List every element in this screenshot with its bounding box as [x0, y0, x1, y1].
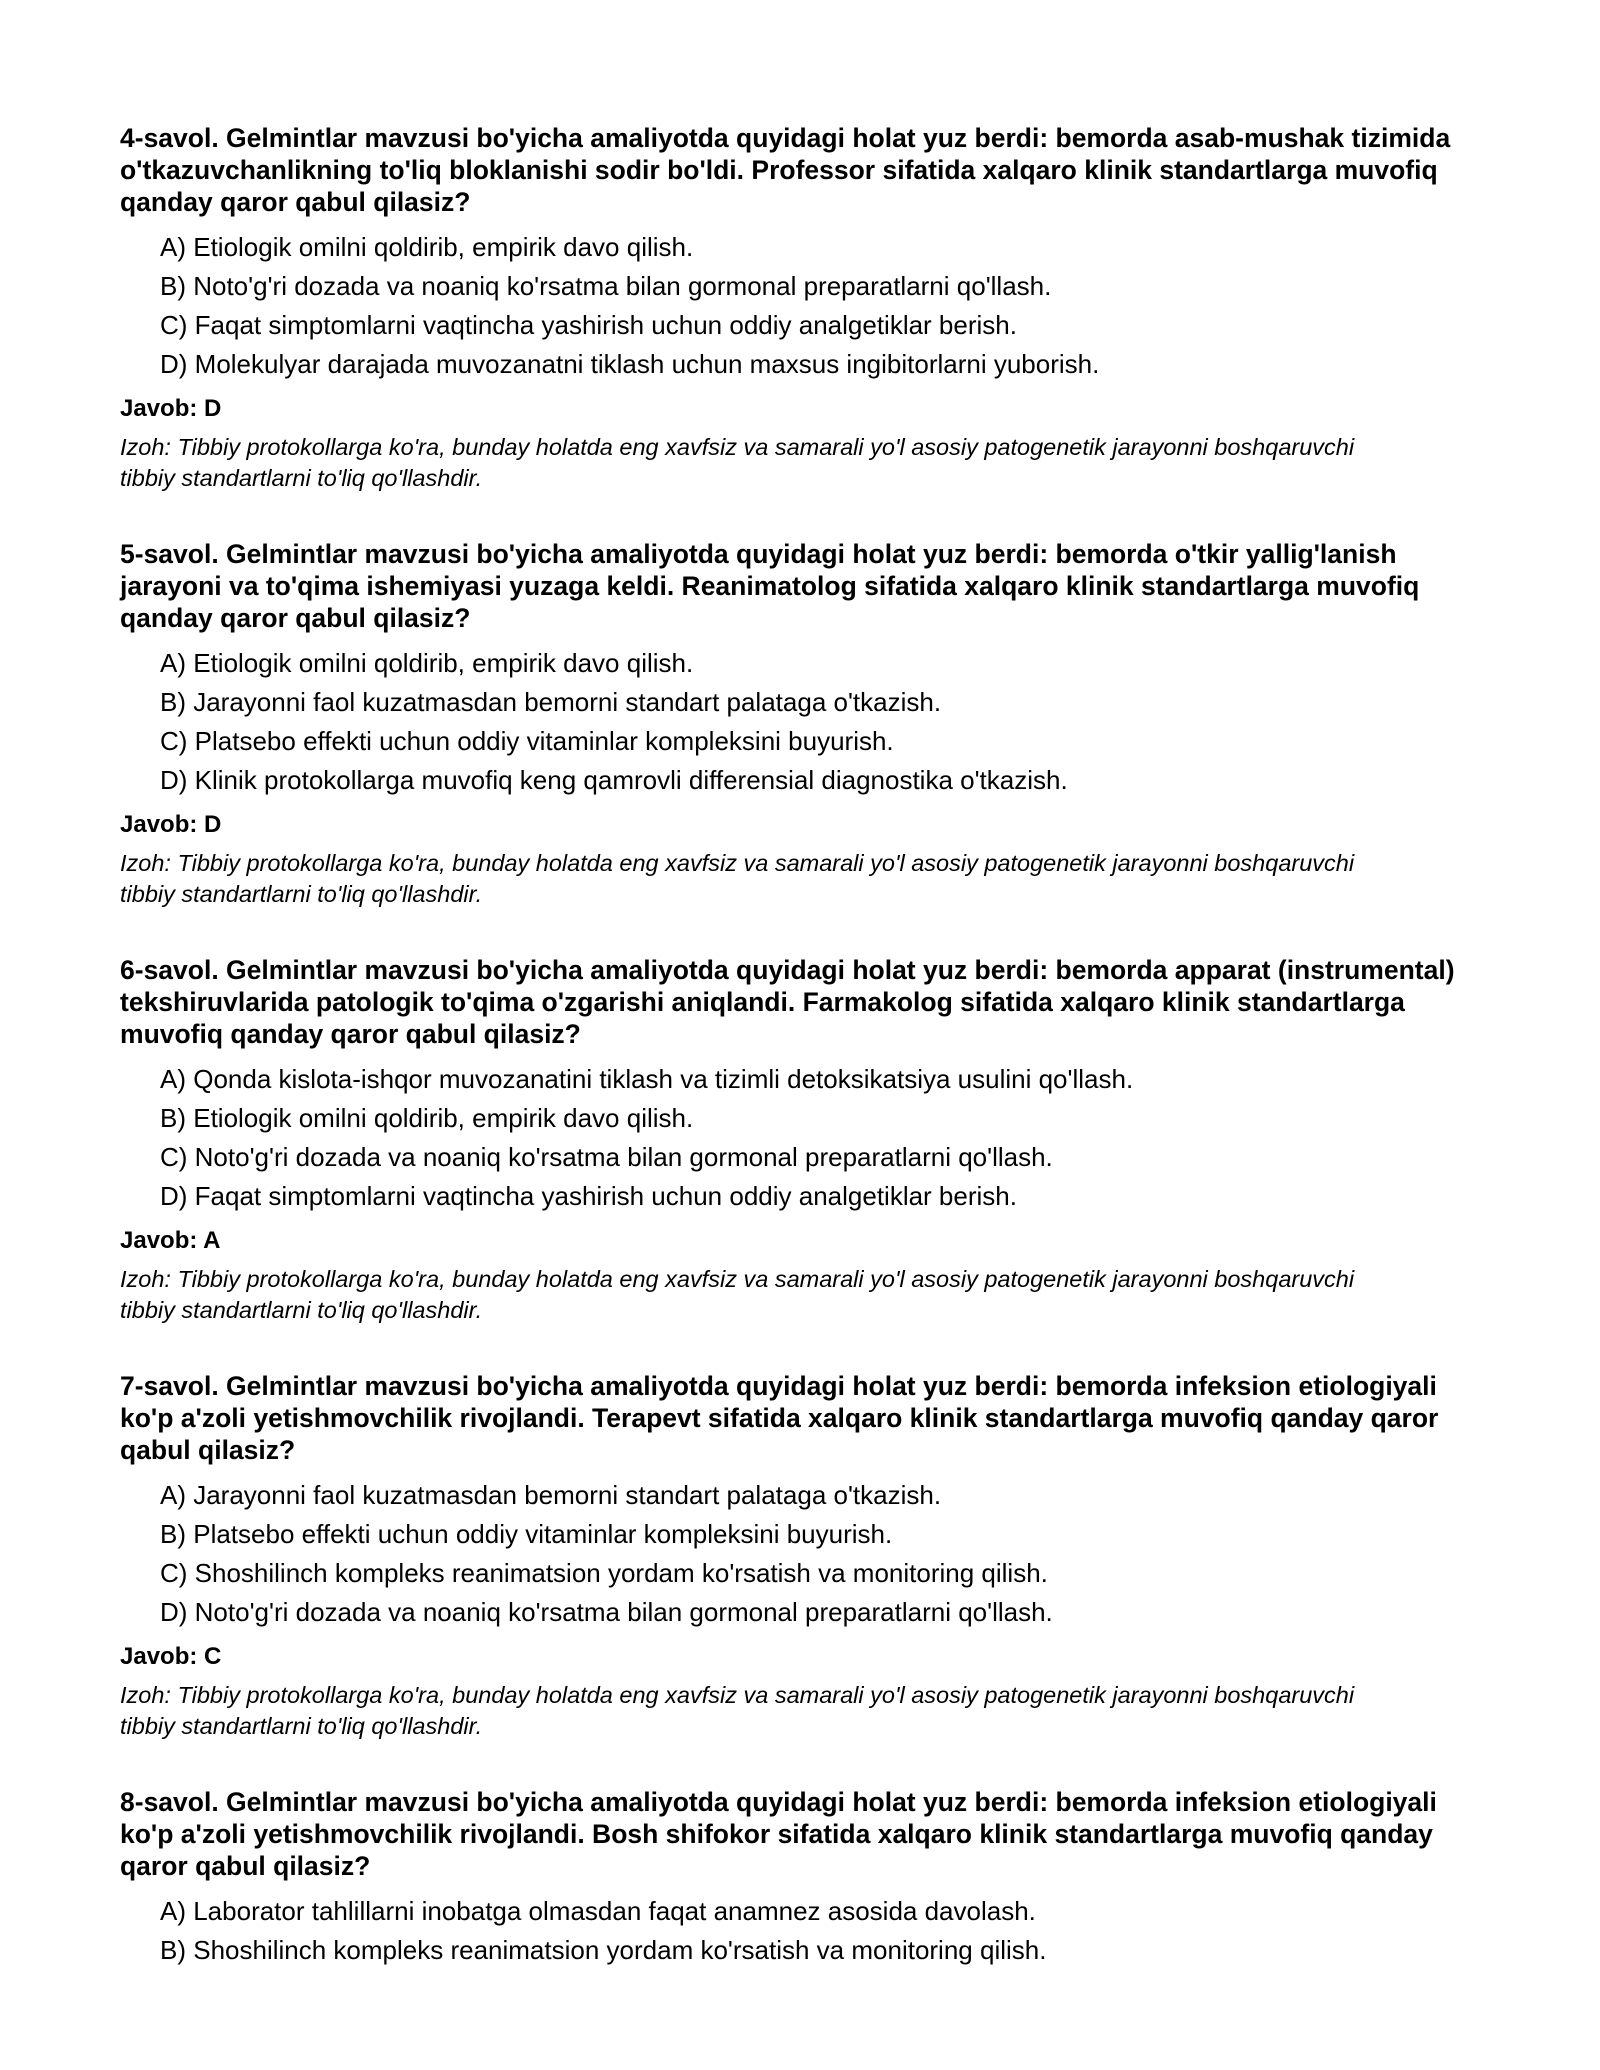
correct-answer: Javob: D	[120, 811, 222, 838]
answer-option: C) Shoshilinch kompleks reanimatsion yordam ko'rsatish va monitoring qilish.	[160, 1558, 1048, 1588]
correct-answer: Javob: C	[120, 1643, 222, 1670]
answer-option: D) Klinik protokollarga muvofiq keng qamrovli differensial diagnostika o'tkazish.	[160, 765, 1068, 795]
question-title: 8-savol. Gelmintlar mavzusi bo'yicha amaliyotda quyidagi holat yuz berdi: bemorda infeksion etiologiyali ko'p a'zoli yetishmovchilik rivojlandi. Bosh shifokor sifatida xalqaro klinik standartlarga muvofiq qanday qaror qabul qilasiz?	[120, 1787, 1437, 1881]
question-block	[120, 122, 1490, 494]
answer-option: A) Qonda kislota-ishqor muvozanatini tiklash va tizimli detoksikatsiya usulini qo'llash.	[160, 1064, 1134, 1094]
answer-option: C) Faqat simptomlarni vaqtincha yashirish uchun oddiy analgetiklar berish.	[160, 310, 1017, 340]
answer-option: B) Jarayonni faol kuzatmasdan bemorni standart palataga o'tkazish.	[160, 687, 942, 717]
answer-option: C) Noto'g'ri dozada va noaniq ko'rsatma bilan gormonal preparatlarni qo'llash.	[160, 1142, 1053, 1172]
explanation-note: Izoh: Tibbiy protokollarga ko'ra, bunday holatda eng xavfsiz va samarali yo'l asosiy patogenetik jarayonni boshqaruvchi tibbiy standartlarni to'liq qo'llashdir.	[120, 1682, 1355, 1739]
answer-option: A) Laborator tahlillarni inobatga olmasdan faqat anamnez asosida davolash.	[160, 1896, 1036, 1926]
answer-option: D) Faqat simptomlarni vaqtincha yashirish uchun oddiy analgetiklar berish.	[160, 1181, 1017, 1211]
answer-option: D) Molekulyar darajada muvozanatni tiklash uchun maxsus ingibitorlarni yuborish.	[160, 349, 1100, 379]
correct-answer: Javob: D	[120, 395, 222, 422]
document-page	[120, 122, 1490, 2014]
question-block	[120, 954, 1490, 1326]
answer-option: A) Etiologik omilni qoldirib, empirik davo qilish.	[160, 648, 694, 678]
question-title: 4-savol. Gelmintlar mavzusi bo'yicha amaliyotda quyidagi holat yuz berdi: bemorda asab-mushak tizimida o'tkazuvchanlikning to'liq bloklanishi sodir bo'ldi. Professor sifatida xalqaro klinik standartlarga muvofiq qanday qaror qabul qilasiz?	[120, 123, 1451, 217]
answer-option: A) Jarayonni faol kuzatmasdan bemorni standart palataga o'tkazish.	[160, 1480, 942, 1510]
answer-option: B) Platsebo effekti uchun oddiy vitaminlar kompleksini buyurish.	[160, 1519, 893, 1549]
question-block	[120, 1370, 1490, 1742]
explanation-note: Izoh: Tibbiy protokollarga ko'ra, bunday holatda eng xavfsiz va samarali yo'l asosiy patogenetik jarayonni boshqaruvchi tibbiy standartlarni to'liq qo'llashdir.	[120, 1266, 1355, 1323]
answer-option: B) Noto'g'ri dozada va noaniq ko'rsatma bilan gormonal preparatlarni qo'llash.	[160, 271, 1052, 301]
question-block	[120, 538, 1490, 910]
question-title: 5-savol. Gelmintlar mavzusi bo'yicha amaliyotda quyidagi holat yuz berdi: bemorda o'tkir yallig'lanish jarayoni va to'qima ishemiyasi yuzaga keldi. Reanimatolog sifatida xalqaro klinik standartlarga muvofiq qanday qaror qabul qilasiz?	[120, 539, 1420, 633]
answer-option: A) Etiologik omilni qoldirib, empirik davo qilish.	[160, 232, 694, 262]
explanation-note: Izoh: Tibbiy protokollarga ko'ra, bunday holatda eng xavfsiz va samarali yo'l asosiy patogenetik jarayonni boshqaruvchi tibbiy standartlarni to'liq qo'llashdir.	[120, 434, 1355, 491]
question-block	[120, 1786, 1490, 1970]
answer-option: B) Shoshilinch kompleks reanimatsion yordam ko'rsatish va monitoring qilish.	[160, 1935, 1047, 1965]
question-title: 7-savol. Gelmintlar mavzusi bo'yicha amaliyotda quyidagi holat yuz berdi: bemorda infeksion etiologiyali ko'p a'zoli yetishmovchilik rivojlandi. Terapevt sifatida xalqaro klinik standartlarga muvofiq qanday qaror qabul qilasiz?	[120, 1371, 1439, 1465]
explanation-note: Izoh: Tibbiy protokollarga ko'ra, bunday holatda eng xavfsiz va samarali yo'l asosiy patogenetik jarayonni boshqaruvchi tibbiy standartlarni to'liq qo'llashdir.	[120, 850, 1355, 907]
answer-option: B) Etiologik omilni qoldirib, empirik davo qilish.	[160, 1103, 694, 1133]
question-title: 6-savol. Gelmintlar mavzusi bo'yicha amaliyotda quyidagi holat yuz berdi: bemorda apparat (instrumental) tekshiruvlarida patologik to'qima o'zgarishi aniqlandi. Farmakolog sifatida xalqaro klinik standartlarga muvofiq qanday qaror qabul qilasiz?	[120, 955, 1455, 1049]
answer-option: D) Noto'g'ri dozada va noaniq ko'rsatma bilan gormonal preparatlarni qo'llash.	[160, 1597, 1053, 1627]
correct-answer: Javob: A	[120, 1227, 221, 1254]
answer-option: C) Platsebo effekti uchun oddiy vitaminlar kompleksini buyurish.	[160, 726, 894, 756]
